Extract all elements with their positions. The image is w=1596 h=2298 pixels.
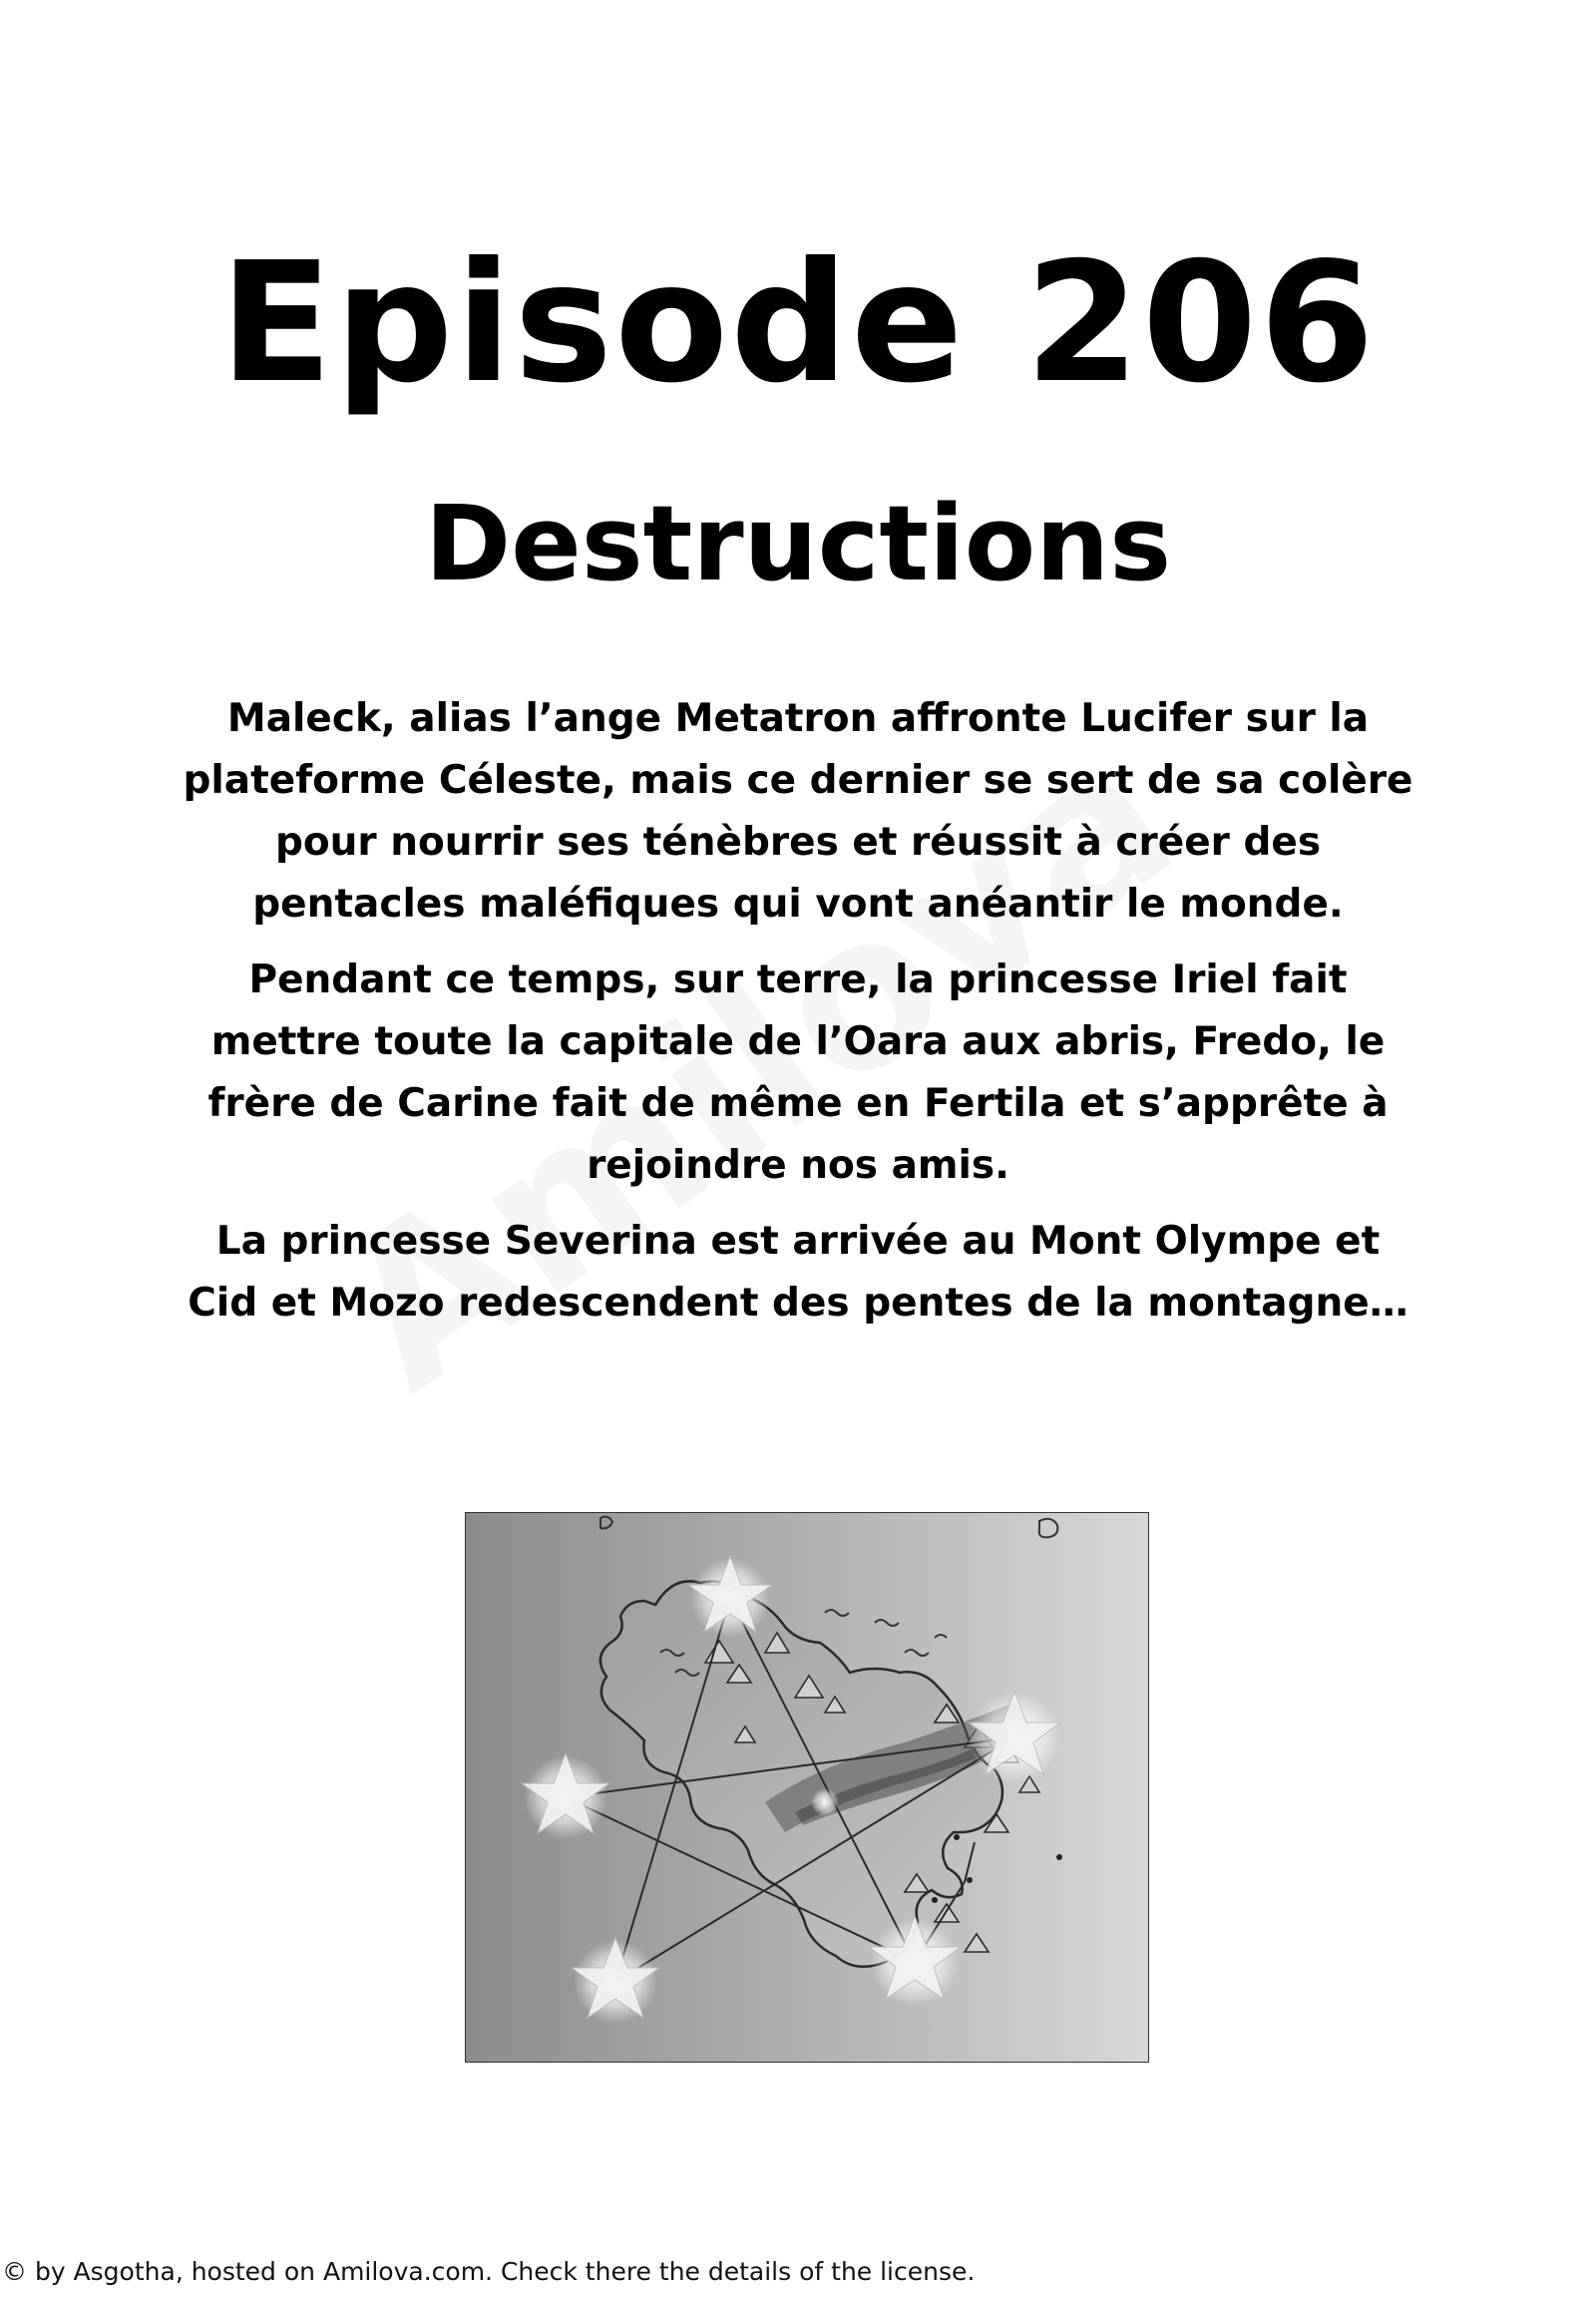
episode-subtitle: Destructions [424,483,1172,604]
map-svg [466,1513,1148,2062]
summary-paragraph-1: Maleck, alias l’ange Metatron affronte Lucifer sur la plateforme Céleste, mais ce dernier se sert de sa colère pour nourrir ses ténèbres et réussit à créer des pentacles maléfiques qui vont anéantir le monde. [183,696,1413,927]
star-center-spark [811,1788,839,1816]
episode-summary [180,688,1416,1348]
summary-paragraph-3: La princesse Severina est arrivée au Mont Olympe et Cid et Mozo redescendent des pentes de la montagne… [188,1219,1408,1326]
license-footer: © by Asgotha, hosted on Amilova.com. Check there the details of the license. [2,2257,976,2286]
episode-title: Episode 206 [219,227,1377,420]
map-illustration [465,1512,1149,2063]
star-east [969,1692,1060,1783]
summary-paragraph-2: Pendant ce temps, sur terre, la princesse Iriel fait mettre toute la capitale de l’Oara aux abris, Fredo, le frère de Carine fait de même en Fertila et s’apprête à rejoindre nos amis. [207,958,1389,1188]
